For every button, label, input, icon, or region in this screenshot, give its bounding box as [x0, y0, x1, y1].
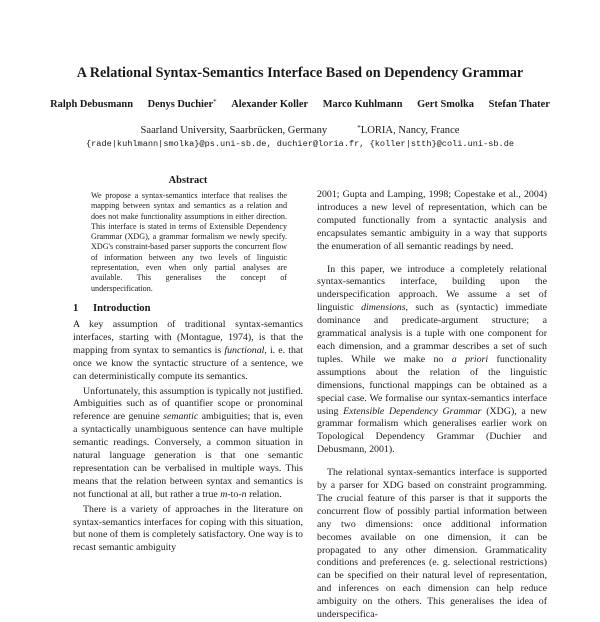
- abstract-text: We propose a syntax-semantics interface that realises the mapping between syntax and semantics as a relation and does not make functionality assumptions in either direction. This interface is stated in terms of Extensible Dependency Grammar (XDG), a grammar formalism we newly specify. XDG's constraint-based parser supports the concurrent flow of information between any two levels of linguistic representation, even when only partial analyses are available. This generalises the concept of underspecification.: [91, 191, 287, 293]
- section-number: 1: [73, 302, 79, 314]
- paragraph: 2001; Gupta and Lamping, 1998; Copestake et al., 2004) introduces a new level of representation, which can be computed functionally from a syntactic analysis and encapsulates semantic ambiguity in a way that supports the enumeration of all semantic readings by need.: [317, 189, 547, 252]
- paragraph: Unfortunately, this assumption is typically not justified. Ambiguities such as of quantifier scope or pronominal reference are genuine semantic ambiguities; that is, even a syntactically unambiguous sentence can have multiple semantic readings. Conversely, a common situation in natural language generation is that one semantic representation can be verbalised in multiple ways. This means that the relation between syntax and semantics is not functional at all, but rather a true m-to-n relation.: [73, 385, 303, 500]
- paper-title: A Relational Syntax-Semantics Interface Based on Dependency Grammar: [76, 65, 524, 81]
- paragraph: There is a variety of approaches in the literature on syntax-semantics interfaces for coping with this situation, but none of them is completely satisfactory. One way is to recast semantic ambiguity: [73, 503, 303, 554]
- author: Denys Duchier*: [147, 98, 217, 110]
- author: Stefan Thater: [488, 99, 550, 110]
- primary-affiliation: Saarland University, Saarbrücken, Germany: [140, 125, 328, 136]
- author-list: [0, 95, 600, 112]
- left-column: [73, 174, 303, 555]
- author: Ralph Debusmann: [50, 99, 133, 110]
- paragraph: A key assumption of traditional syntax-semantics interfaces, starting with (Montague, 1974), is that the mapping from syntax to semantics is functional, i. e. that once we know the syntactic structure of a sentence, we can deterministically compute its semantics.: [73, 318, 304, 382]
- affiliations: [0, 121, 600, 138]
- right-column: [317, 189, 547, 622]
- section-heading: [73, 302, 303, 315]
- author: Gert Smolka: [417, 99, 474, 110]
- affiliation-mark: *: [213, 98, 217, 106]
- author: Marco Kuhlmann: [322, 99, 403, 110]
- author-emails: {rade|kuhlmann|smolka}@ps.uni-sb.de, duchier@loria.fr, {koller|stth}@coli.uni-sb.de: [85, 139, 515, 149]
- abstract-heading: Abstract: [168, 175, 208, 186]
- affiliation-mark: *: [357, 124, 361, 132]
- author: Alexander Koller: [231, 99, 309, 110]
- paragraph: In this paper, we introduce a completely relational syntax-semantics interface, building upon the underspecification approach. We assume a set of linguistic dimensions, such as (syntactic) immediate dominance and predicate-argument structure; a grammatical analysis is a tuple with one component for each dimension, and a grammar describes a set of such tuples. While we make no a priori functionality assumptions about the relation of the linguistic dimensions, functional mappings can be obtained as a special case. We formalise our syntax-semantics interface using Extensible Dependency Grammar (XDG), a new grammar formalism which generalises earlier work on Topological Dependency Grammar (Duchier and Debusmann, 2001).: [317, 263, 547, 456]
- secondary-affiliation-org: LORIA: [360, 125, 394, 136]
- paragraph: The relational syntax-semantics interface is supported by a parser for XDG based on constraint programming. The crucial feature of this parser is that it supports the concurrent flow of possibly partial information between any two dimensions: once additional information becomes available on one dimension, it can be propagated to any other dimension. Grammaticality conditions and preferences (e. g. selectional restrictions) can be specified on their natural level of representation, and inferences on each dimension can help reduce ambiguity on the others. This generalises the idea of underspecifica-: [317, 467, 547, 621]
- secondary-affiliation-place: , Nancy, France: [393, 125, 460, 136]
- section-title: Introduction: [93, 302, 151, 314]
